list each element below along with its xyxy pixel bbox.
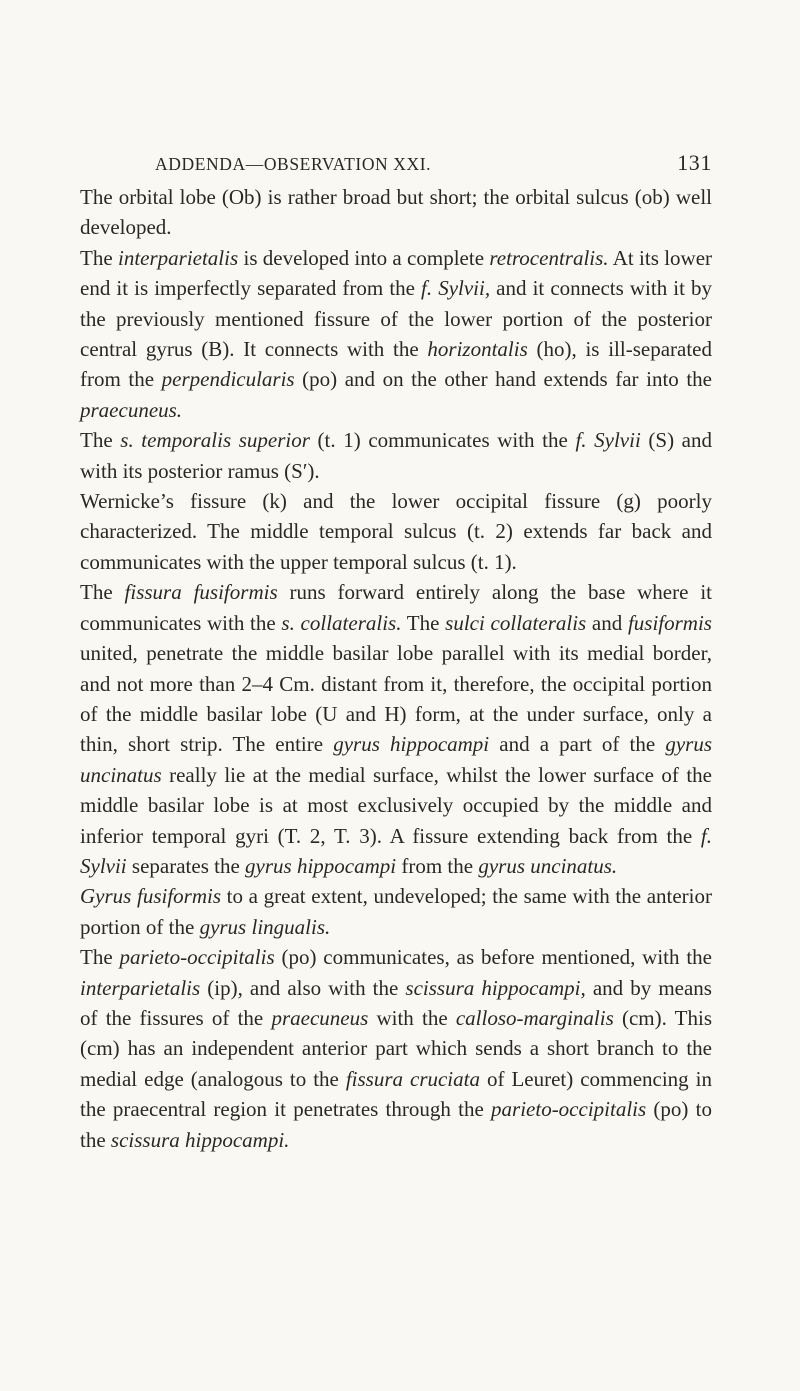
text-run: (t. 1) communicates with the	[309, 428, 576, 453]
text-run: (S) and with its posterior ramus (S′).	[80, 428, 712, 483]
page-number: 131	[677, 150, 712, 175]
italic-term: retrocentralis.	[489, 245, 609, 270]
italic-term: s. temporalis superior	[120, 428, 310, 453]
text-run: and	[586, 610, 628, 635]
book-page	[80, 148, 712, 1155]
italic-term: fissura fusiformis	[124, 580, 278, 605]
text-run: The	[80, 245, 118, 270]
italic-term: interparietalis	[80, 975, 201, 1000]
text-run: The	[80, 428, 121, 453]
italic-term: praecuneus.	[80, 397, 183, 422]
italic-term: s. collateralis.	[281, 610, 402, 635]
italic-term: f. Sylvii	[80, 823, 712, 878]
italic-term: gyrus hippocampi	[333, 732, 490, 757]
text-run: At its lower end it is imperfectly separated from the	[80, 245, 713, 301]
paragraph	[80, 881, 712, 942]
text-run: runs forward entirely along the base where it communicates with the	[80, 580, 712, 635]
text-run: (po) communicates, as before mentioned, with the	[274, 945, 712, 970]
text-run: with the	[368, 1005, 456, 1030]
italic-term: gyrus uncinatus.	[478, 853, 618, 878]
italic-term: interparietalis	[117, 245, 239, 270]
paragraph	[80, 577, 712, 881]
text-run: (cm). This (cm) has an independent anterior part which sends a short branch to the medial edge (analogous to the	[80, 1005, 712, 1091]
italic-term: parieto-occipitalis	[119, 945, 275, 970]
italic-term: scissura hippocampi,	[405, 975, 586, 1000]
text-run: to a great extent, undeveloped; the same with the anterior portion of the	[80, 884, 712, 939]
paragraph	[80, 182, 712, 243]
text-run: (ip), and also with the	[200, 975, 406, 1000]
text-run: is developed into a complete	[238, 245, 490, 270]
italic-term: horizontalis	[427, 337, 528, 362]
running-head-title: ADDENDA—OBSERVATION XXI.	[155, 154, 432, 174]
text-run: The	[80, 580, 125, 605]
italic-term: scissura hippocampi.	[110, 1127, 290, 1152]
paragraph	[80, 425, 712, 486]
italic-term: fissura cruciata	[345, 1066, 480, 1091]
text-run: Wernicke’s fissure (k) and the lower occipital fissure (g) poorly characterized. The middle temporal sulcus (t. 2) extends far back and communicates with the upper temporal sulcus (t. 1).	[80, 489, 712, 574]
text-run: The orbital lobe (Ob) is rather broad but short; the orbital sulcus (ob) well developed.	[80, 185, 712, 240]
italic-term: Gyrus fusiformis	[80, 884, 222, 909]
text-run: (po) to the	[80, 1097, 712, 1152]
running-head	[80, 148, 712, 182]
paragraph	[80, 486, 712, 577]
text-run: (po) and on the other hand extends far into the	[294, 367, 712, 392]
italic-term: sulci collateralis	[445, 610, 587, 635]
italic-term: fusiformis	[627, 610, 712, 635]
text-run: (ho), is ill-separated from the	[80, 337, 712, 392]
italic-term: f. Sylvii	[575, 428, 641, 453]
paragraph	[80, 942, 712, 1155]
paragraph	[80, 243, 712, 425]
italic-term: praecuneus	[271, 1005, 369, 1030]
italic-term: perpendicularis	[161, 367, 295, 392]
text-run: and it connects with it by the previously mentioned fissure of the lower portion of the posterior central gyrus (B). It connects with the	[80, 276, 713, 362]
text-run: united, penetrate the middle basilar lobe parallel with its medial border, and not more than 2–4 Cm. distant from it, therefore, the occipital portion of the middle basilar lobe (U and H) form, at the under surface, only a thin, short strip. The entire	[80, 641, 712, 757]
text-run: really lie at the medial surface, whilst the lower surface of the middle basilar lobe is at most exclusively occupied by the middle and inferior temporal gyri (T. 2, T. 3). A fissure extending back from the	[80, 762, 712, 848]
italic-term: calloso-marginalis	[455, 1005, 614, 1030]
text-run: and by means of the fissures of the	[80, 975, 712, 1030]
italic-term: parieto-occipitalis	[491, 1097, 647, 1122]
text-run: of Leuret) commencing in the praecentral region it penetrates through the	[80, 1066, 712, 1122]
text-run: and a part of the	[489, 732, 666, 757]
body-text	[80, 182, 712, 1155]
italic-term: gyrus lingualis.	[199, 914, 331, 939]
text-run: The	[80, 945, 120, 970]
italic-term: gyrus hippocampi	[245, 853, 397, 878]
italic-term: f. Sylvii,	[421, 276, 491, 301]
text-run: from the	[396, 853, 479, 878]
text-run: The	[401, 610, 446, 635]
text-run: separates the	[126, 853, 246, 878]
italic-term: gyrus uncinatus	[80, 732, 713, 787]
